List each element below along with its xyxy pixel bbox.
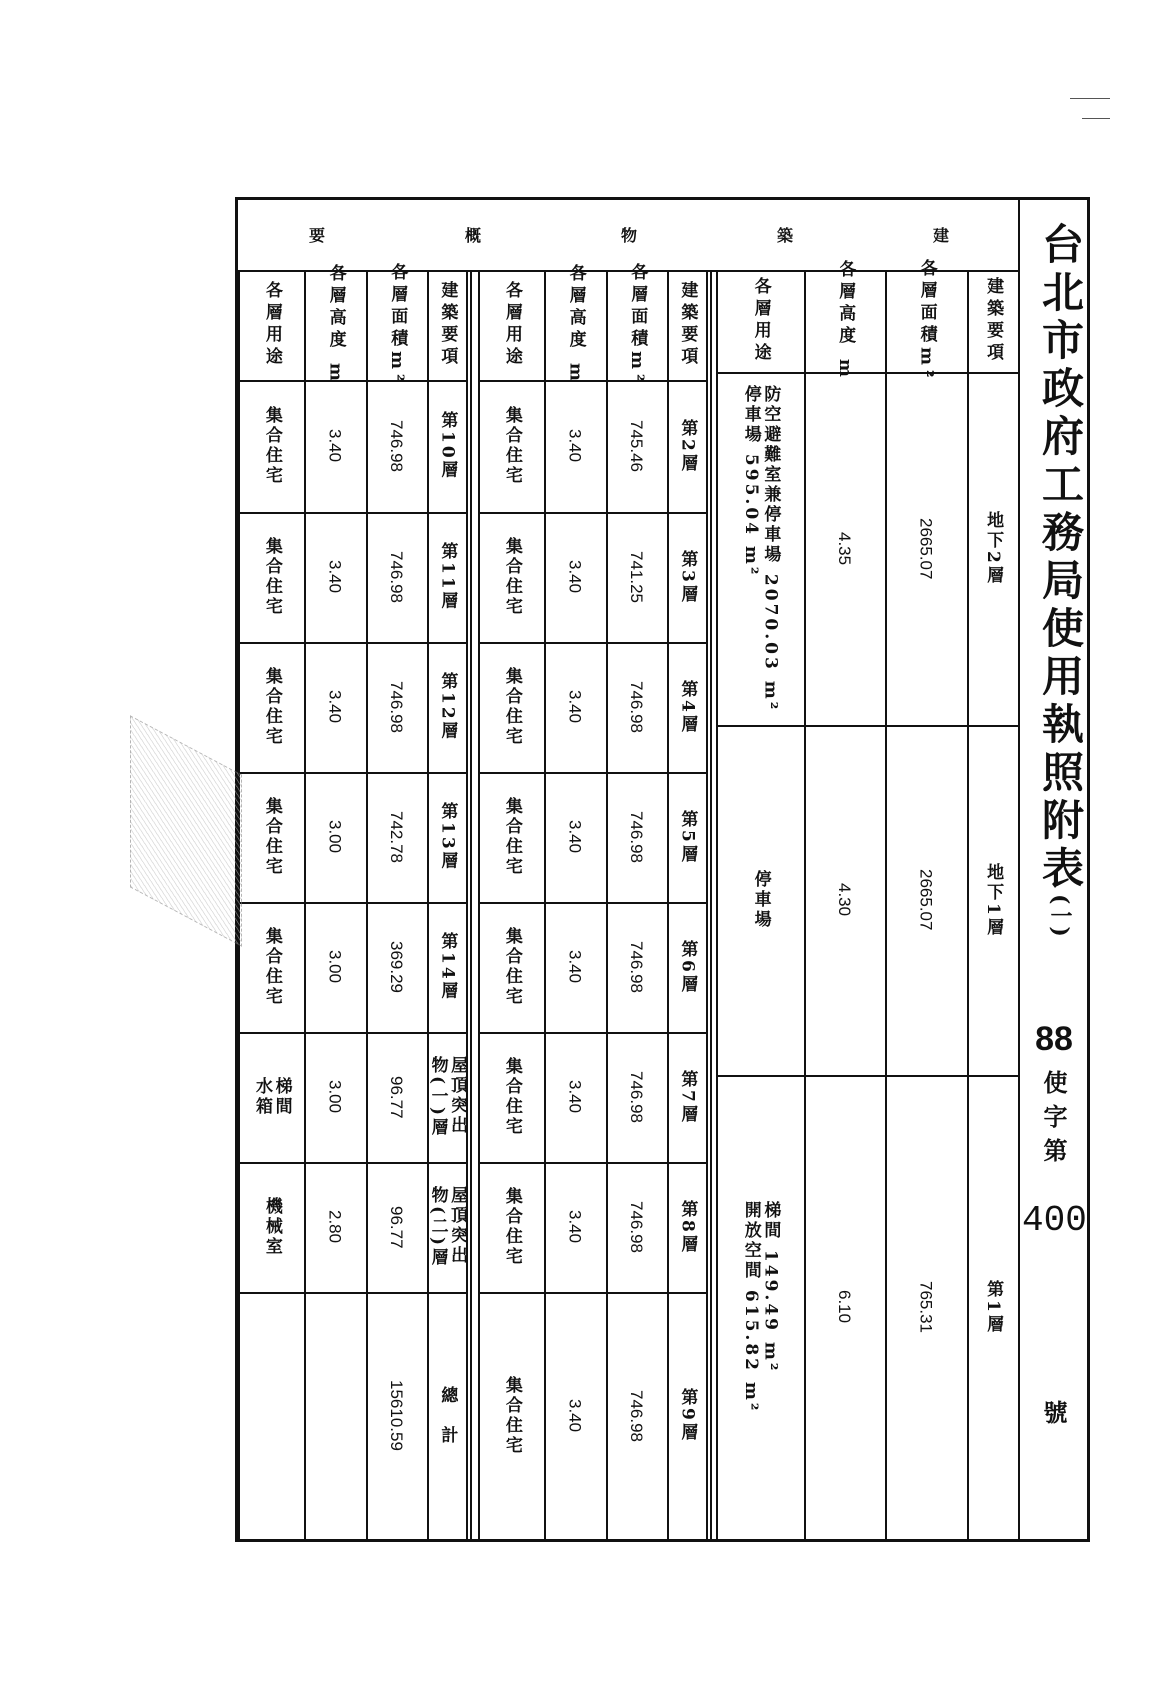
- table-cell-use-text: 防空避難室兼停車場 2070.03 m² 停車場 595.04 m²: [740, 384, 781, 713]
- table-cell-use: [478, 380, 544, 512]
- double-divider: [466, 270, 472, 1539]
- table-cell-use-text: 梯間 149.49 m² 開放空間 615.82 m²: [740, 1200, 781, 1414]
- table-cell-use: [238, 512, 304, 642]
- row-header-text: 各層用途: [261, 281, 282, 369]
- table-cell-area: [606, 1292, 668, 1539]
- row-header: [366, 263, 428, 387]
- table-cell-use-text: 集合住宅: [261, 537, 282, 617]
- table-cell-height-text: 4.35: [835, 531, 855, 566]
- table-cell-area-text: 741.25: [627, 551, 647, 603]
- table-cell-floor: [667, 1292, 706, 1539]
- row-header: [238, 270, 304, 380]
- table-cell-height-text: 3.40: [565, 1210, 585, 1244]
- section-border: [1018, 270, 1020, 1539]
- row-header-text: 各層面積m²: [387, 263, 408, 387]
- side-label-char: 建: [930, 227, 950, 243]
- table-cell-use-text: 集合住宅: [501, 1187, 522, 1267]
- table-cell-height: [304, 642, 366, 772]
- table-cell-area: [366, 642, 428, 772]
- table-cell-use-text: 集合住宅: [261, 927, 282, 1007]
- side-label-char: 要: [306, 227, 326, 243]
- table-cell-area: [366, 772, 428, 902]
- table-cell-use: [238, 902, 304, 1032]
- table-cell-floor-text: 第6層: [677, 939, 698, 995]
- table-cell-floor: [667, 902, 706, 1032]
- table-cell-area-text: 746.98: [387, 681, 407, 733]
- table-cell-use-text: 機械室: [261, 1197, 282, 1257]
- table-cell-area-text: 746.98: [627, 681, 647, 733]
- table-cell-area: [885, 372, 967, 725]
- row-header-text: 建築要項: [677, 281, 698, 369]
- table-cell-height: [304, 512, 366, 642]
- table-cell-floor-text: 第12層: [437, 672, 458, 742]
- table-cell-height-text: 3.00: [325, 950, 345, 984]
- table-cell-area-text: 746.98: [387, 551, 407, 603]
- table-cell-floor: [667, 1032, 706, 1162]
- table-cell-floor-text: 第1層: [983, 1279, 1004, 1335]
- table-cell-use-text: 集合住宅: [501, 1375, 522, 1456]
- table-cell-area: [606, 642, 668, 772]
- table-cell-height: [544, 642, 606, 772]
- row-header-text: 建築要項: [437, 281, 458, 369]
- table-cell-height: [544, 1032, 606, 1162]
- row-header: [716, 270, 804, 372]
- side-label-char: 物: [618, 227, 638, 243]
- table-cell-use-text: 梯間 水箱: [252, 1077, 292, 1117]
- table-cell-height-text: 3.40: [565, 950, 585, 984]
- table-cell-floor-text: 第10層: [437, 411, 458, 481]
- table-cell-area-text: 746.98: [627, 1389, 647, 1442]
- side-label-char: 築: [774, 227, 794, 243]
- table-cell-use: [238, 1162, 304, 1292]
- table-cell-floor: [427, 1162, 466, 1292]
- table-cell-height: [544, 380, 606, 512]
- permit-number: 400: [1022, 1200, 1087, 1241]
- table-cell-floor-text: 第5層: [677, 809, 698, 865]
- table-cell-floor-text: 第13層: [437, 802, 458, 872]
- table-cell-area: [366, 1162, 428, 1292]
- table-cell-use: [478, 772, 544, 902]
- table-cell-height-text: 3.40: [565, 820, 585, 854]
- table-cell-use: [716, 725, 804, 1075]
- table-cell-height-text: 3.00: [325, 820, 345, 854]
- row-header: [885, 259, 967, 383]
- row-header-text: 各層高度 m: [565, 264, 586, 386]
- table-cell-height: [304, 380, 366, 512]
- row-header-text: 各層用途: [750, 277, 771, 365]
- table-cell-use-text: 集合住宅: [501, 927, 522, 1007]
- table-cell-use-text: 集合住宅: [501, 667, 522, 747]
- permit-word: 使字第: [1039, 1070, 1068, 1172]
- faded-stamp: [130, 715, 242, 947]
- table-cell-use-text: 集合住宅: [501, 406, 522, 486]
- table-cell-floor-text: 屋頂突出 物(一)層: [427, 1055, 468, 1139]
- table-cell-height-text: 3.40: [565, 1398, 585, 1433]
- permit-year: 88: [1035, 1020, 1073, 1058]
- table-cell-height: [304, 772, 366, 902]
- row-header-text: 各層面積m²: [627, 263, 648, 387]
- table-cell-area-text: 746.98: [627, 1071, 647, 1123]
- table-cell-area: [606, 902, 668, 1032]
- table-cell-height: [544, 902, 606, 1032]
- table-cell-height: [804, 725, 886, 1075]
- table-cell-floor: [967, 725, 1018, 1075]
- table-cell-floor-text: 地下2層: [983, 511, 1004, 586]
- table-cell-area: [885, 725, 967, 1075]
- table-cell-area-text: 2665.07: [916, 869, 936, 931]
- table-cell-floor-text: 總 計: [437, 1385, 458, 1446]
- table-cell-height-text: 3.40: [325, 560, 345, 594]
- table-cell-use: [238, 772, 304, 902]
- row-header-text: 各層用途: [501, 281, 522, 369]
- title-suffix: (一): [1047, 894, 1073, 937]
- row-header-text: 各層高度 m: [325, 264, 346, 386]
- table-cell-floor-text: 第4層: [677, 679, 698, 735]
- table-cell-use: [478, 642, 544, 772]
- table-cell-floor: [967, 372, 1018, 725]
- permit-hao: 號: [1039, 1400, 1068, 1424]
- table-cell-area-text: 765.31: [916, 1281, 936, 1333]
- table-cell-height: [544, 1162, 606, 1292]
- table-cell-use: [478, 1162, 544, 1292]
- permit-sheet: [235, 197, 1090, 1542]
- table-cell-floor: [667, 772, 706, 902]
- table-cell-floor-text: 第3層: [677, 549, 698, 605]
- document-title: 台北市政府工務局使用執照附表(一): [1036, 222, 1085, 937]
- table-cell-height-text: 3.40: [325, 690, 345, 724]
- row-header: [478, 270, 544, 380]
- table-cell-height-text: 3.40: [565, 560, 585, 594]
- table-cell-height: [304, 1162, 366, 1292]
- table-cell-use-text: 集合住宅: [261, 797, 282, 877]
- table-cell-floor-text: 第11層: [437, 542, 458, 612]
- table-cell-area-text: 2665.07: [916, 517, 936, 580]
- table-cell-height: [304, 1292, 366, 1539]
- row-header: [804, 260, 886, 382]
- table-cell-use-text: 集合住宅: [501, 537, 522, 617]
- table-cell-height: [544, 772, 606, 902]
- table-cell-floor: [667, 380, 706, 512]
- table-cell-floor: [427, 512, 466, 642]
- table-cell-height-text: 2.80: [325, 1210, 345, 1244]
- side-label: [238, 200, 1018, 270]
- table-cell-area-text: 746.98: [627, 941, 647, 993]
- table-cell-area-text: 746.98: [387, 420, 407, 472]
- row-header: [606, 263, 668, 387]
- table-cell-height: [804, 1075, 886, 1539]
- table-cell-area: [606, 512, 668, 642]
- table-cell-area: [885, 1075, 967, 1539]
- table-cell-area-text: 746.98: [627, 811, 647, 863]
- table-cell-height-text: 3.40: [565, 690, 585, 724]
- table-cell-use: [478, 1032, 544, 1162]
- table-cell-floor: [667, 1162, 706, 1292]
- table-cell-use: [478, 512, 544, 642]
- table-cell-use: [478, 1292, 544, 1539]
- table-cell-area: [606, 1162, 668, 1292]
- table-cell-use: [238, 642, 304, 772]
- table-cell-height: [544, 1292, 606, 1539]
- table-cell-height-text: 3.40: [565, 1080, 585, 1114]
- table-cell-floor-text: 第9層: [677, 1388, 698, 1443]
- row-header: [544, 264, 606, 386]
- table-cell-floor: [427, 772, 466, 902]
- table-cell-area: [606, 380, 668, 512]
- table-cell-use: [716, 372, 804, 725]
- table-cell-use-text: 集合住宅: [261, 667, 282, 747]
- table-cell-height: [804, 372, 886, 725]
- table-cell-floor-text: 第2層: [677, 418, 698, 474]
- table-cell-height-text: 6.10: [835, 1290, 855, 1324]
- table-cell-use: [238, 1292, 304, 1539]
- table-cell-area: [366, 380, 428, 512]
- title-column: [1018, 200, 1090, 1539]
- table-cell-height-text: 3.40: [565, 429, 585, 463]
- table-cell-area-text: 96.77: [387, 1205, 407, 1249]
- table-cell-area-text: 745.46: [627, 420, 647, 472]
- row-header-text: 各層高度 m: [835, 260, 856, 382]
- table-cell-area-text: 15610.59: [387, 1380, 407, 1451]
- corner-mark: [1082, 118, 1110, 119]
- corner-mark: [1070, 98, 1110, 99]
- table-cell-height-text: 3.40: [325, 429, 345, 463]
- table-cell-use: [238, 1032, 304, 1162]
- table-cell-height-text: 4.30: [835, 883, 855, 917]
- table-cell-area-text: 96.77: [387, 1075, 407, 1119]
- table-cell-floor-text: 第8層: [677, 1199, 698, 1255]
- table-cell-floor: [967, 1075, 1018, 1539]
- table-cell-area: [606, 772, 668, 902]
- row-header: [967, 270, 1018, 372]
- table-cell-use: [478, 902, 544, 1032]
- side-label-char: 概: [462, 227, 482, 243]
- table-cell-floor: [427, 1032, 466, 1162]
- row-header-text: 各層面積m²: [916, 259, 937, 383]
- table-cell-height-text: 3.00: [325, 1080, 345, 1114]
- table-cell-height: [304, 1032, 366, 1162]
- table-cell-floor: [427, 380, 466, 512]
- row-header: [667, 270, 706, 380]
- table-cell-use-text: 集合住宅: [261, 406, 282, 486]
- table-cell-area-text: 742.78: [387, 811, 407, 863]
- table-cell-use-text: 集合住宅: [501, 797, 522, 877]
- table-cell-use-text: 停車場: [750, 870, 771, 930]
- table-cell-floor-text: 第7層: [677, 1069, 698, 1125]
- row-header: [304, 264, 366, 386]
- table-cell-floor: [427, 902, 466, 1032]
- row-header-text: 建築要項: [983, 277, 1004, 365]
- table-cell-use: [716, 1075, 804, 1539]
- table-cell-use-text: 集合住宅: [501, 1057, 522, 1137]
- table-cell-area-text: 746.98: [627, 1201, 647, 1253]
- row-header: [427, 270, 466, 380]
- table-cell-use: [238, 380, 304, 512]
- table-cell-floor-text: 地下1層: [983, 862, 1004, 938]
- table-cell-area: [366, 902, 428, 1032]
- table-cell-height: [304, 902, 366, 1032]
- double-divider: [706, 270, 712, 1539]
- table-cell-floor: [427, 642, 466, 772]
- table-cell-area: [366, 512, 428, 642]
- table-cell-area: [366, 1292, 428, 1539]
- table-cell-area: [606, 1032, 668, 1162]
- table-cell-floor-text: 第14層: [437, 932, 458, 1002]
- table-cell-floor-text: 屋頂突出 物(二)層: [427, 1185, 468, 1269]
- table-cell-area-text: 369.29: [387, 941, 407, 993]
- table-cell-floor: [427, 1292, 466, 1539]
- table-cell-floor: [667, 512, 706, 642]
- table-cell-height: [544, 512, 606, 642]
- table-cell-floor: [667, 642, 706, 772]
- table-cell-area: [366, 1032, 428, 1162]
